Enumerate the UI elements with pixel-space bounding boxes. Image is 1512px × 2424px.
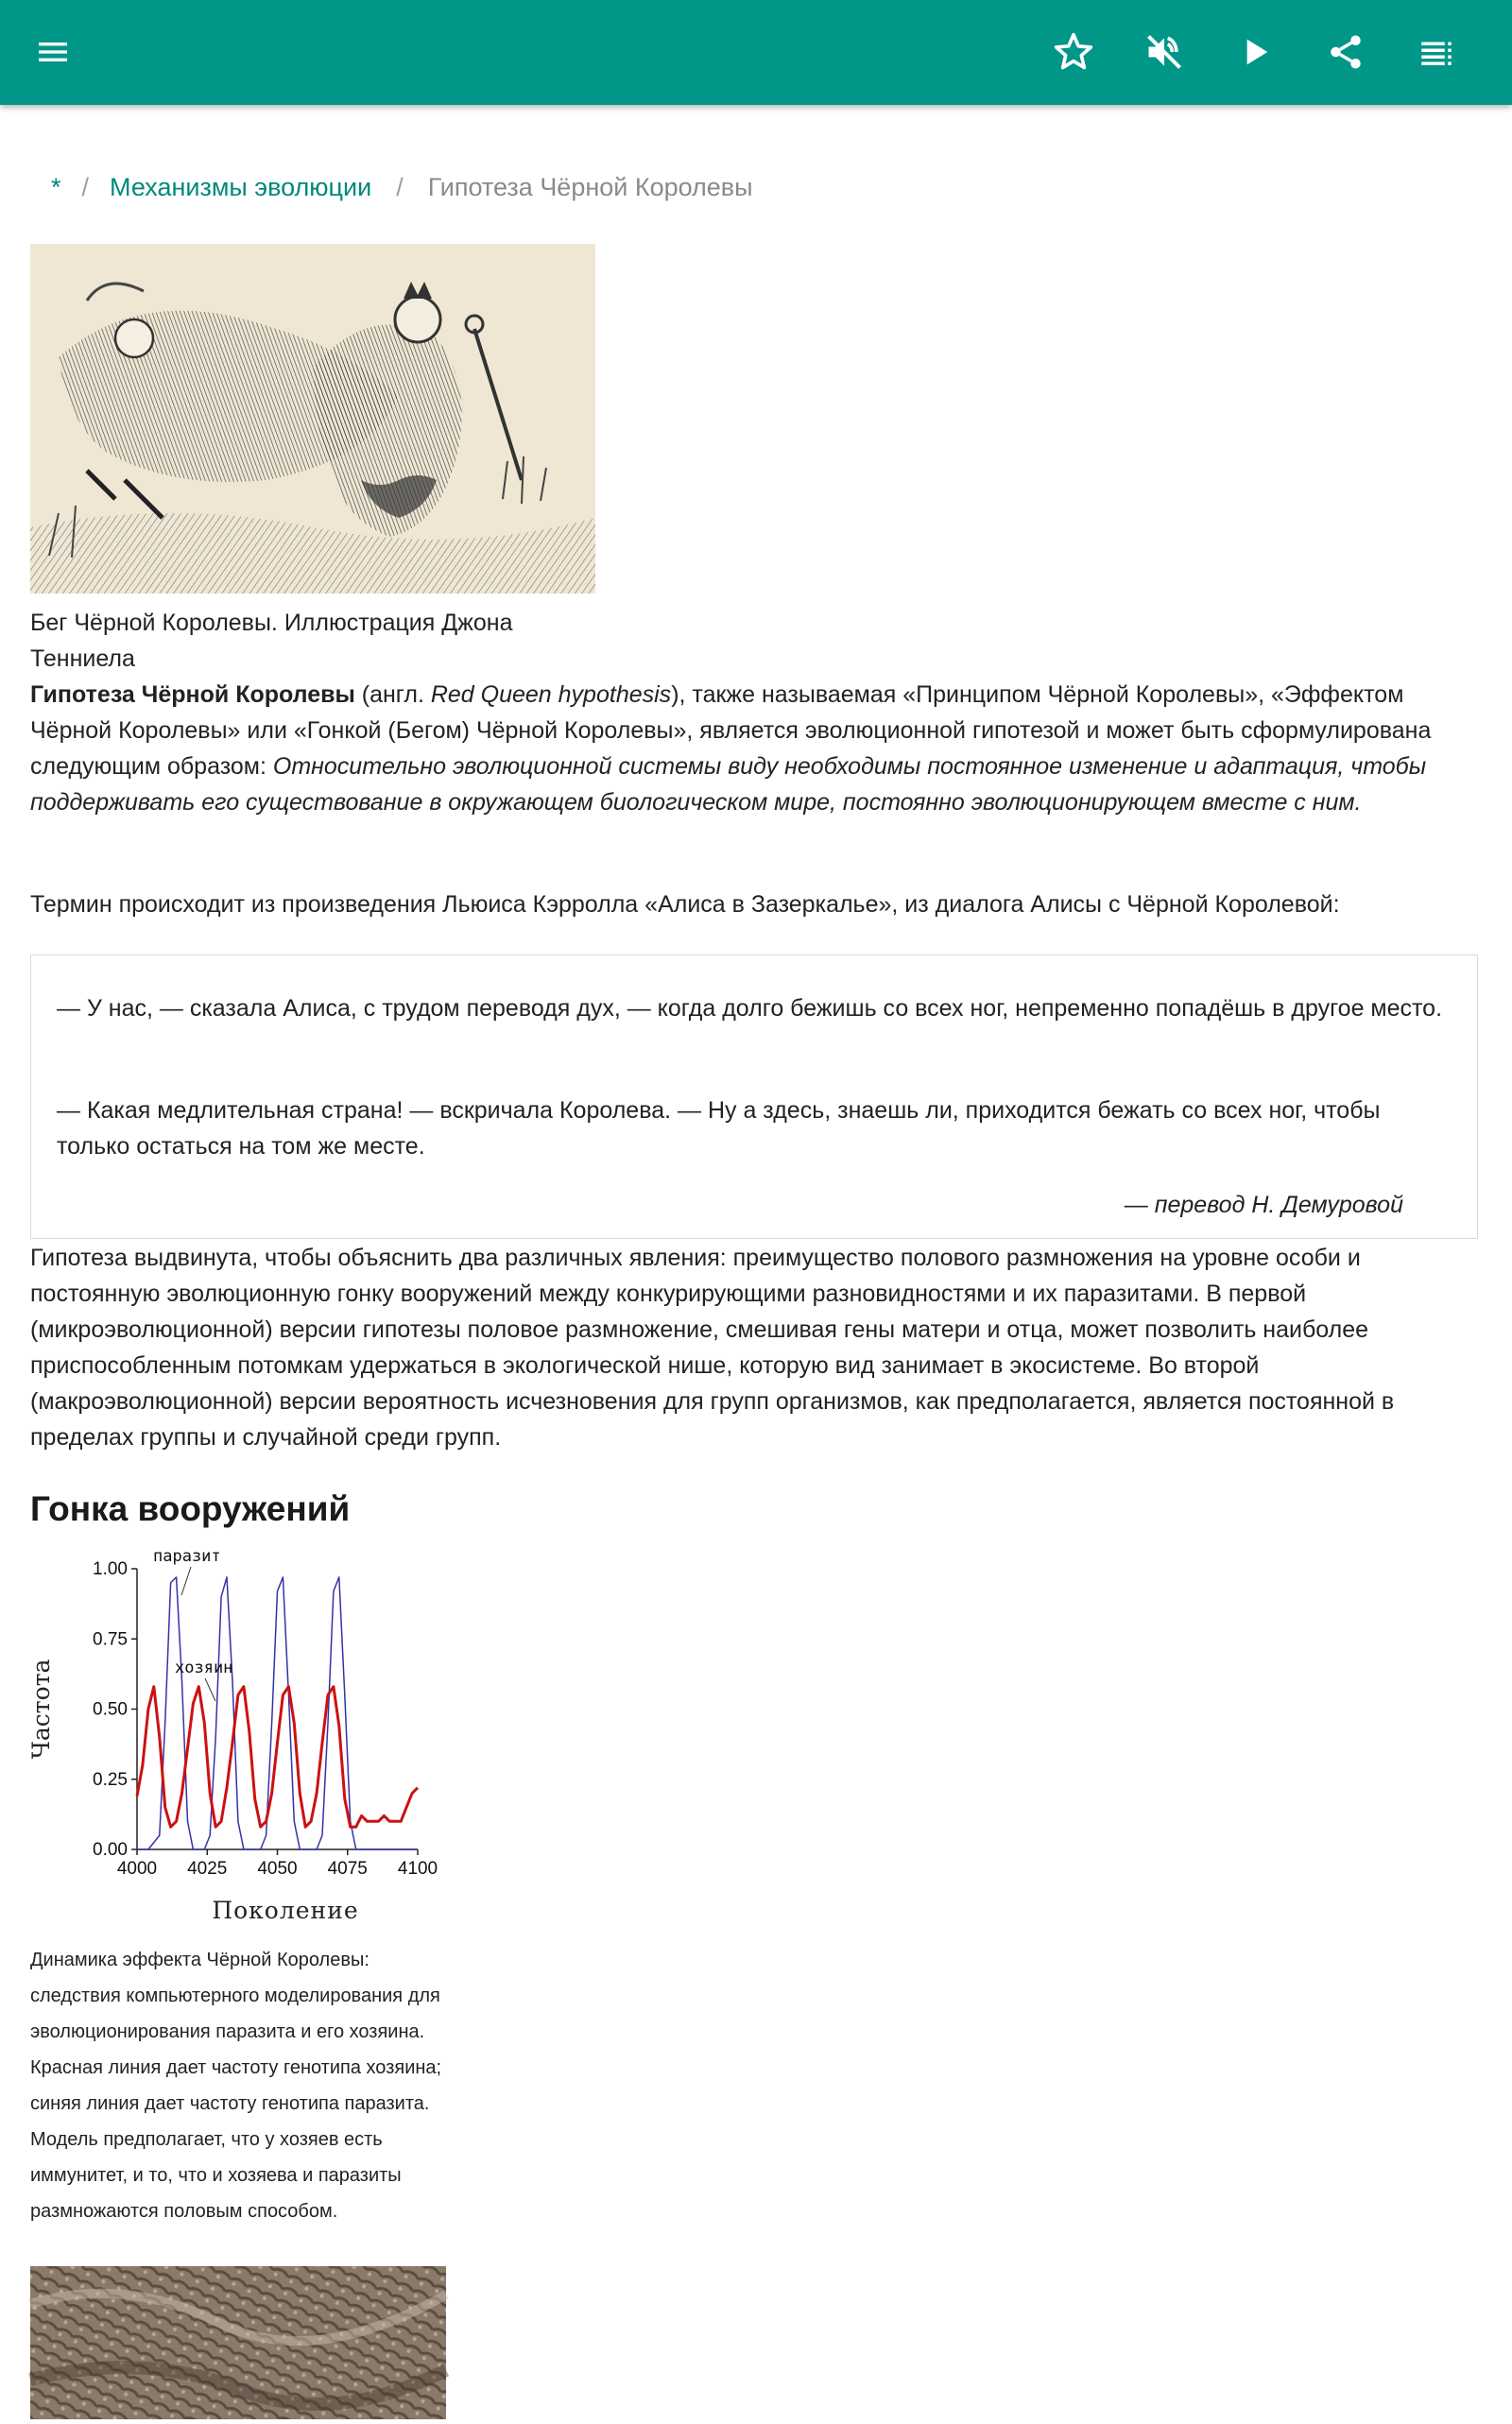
playlist-icon [1417,32,1456,72]
contents-button[interactable] [1406,22,1467,82]
x-tick-label: 4075 [327,1859,368,1879]
red-queen-chart[interactable] [27,1540,455,1928]
x-tick-label: 4100 [397,1859,438,1879]
app-bar [0,0,1512,105]
explanation-paragraph: Гипотеза выдвинута, чтобы объяснить два различных явления: преимущество полового размножения на уровне особи и постоянную эволюционную гонку вооружений между конкурирующими разновидностями и их паразитами. В первой (микроэволюционной) версии гипотезы половое размножение, смешивая гены матери и отца, может позволить наиболее приспособленным потомкам удержаться в экологической нише, которую вид занимает в экосистеме. Во второй (макроэволюционной) версии вероятность исчезновения для групп организмов, как предполагается, является постоянной в пределах группы и случайной среди групп. [30,1245,1395,1451]
volume-off-icon [1143,31,1185,73]
annotation-parasite-pointer [181,1567,191,1595]
share-icon [1326,32,1366,72]
bottom-photo[interactable] [30,2266,446,2419]
breadcrumb-current: Гипотеза Чёрной Королевы [427,172,753,201]
annotation-host: хозяин [175,1659,233,1677]
breadcrumb-separator: / [81,172,90,201]
favorite-button[interactable] [1043,22,1104,82]
illustration-caption: Бег Чёрной Королевы. Иллюстрация Джона Тенниела [30,610,513,672]
x-tick-label: 4050 [257,1859,298,1879]
breadcrumb [0,168,753,206]
x-tick-label: 4000 [116,1859,158,1879]
host-series-line [137,1687,418,1828]
star-outline-icon [1053,31,1094,73]
breadcrumb-parent-link[interactable]: Механизмы эволюции [110,172,372,201]
x-tick-label: 4025 [187,1859,228,1879]
menu-icon [34,33,72,71]
mute-button[interactable] [1134,22,1194,82]
y-tick-label: 0.50 [93,1699,128,1720]
play-button[interactable] [1225,22,1285,82]
breadcrumb-root-link[interactable]: * [51,172,61,201]
term-bold: Гипотеза Чёрной Королевы [30,681,355,708]
intro-text-1: (англ. [354,681,431,708]
annotation-parasite: паразит [153,1547,221,1566]
y-tick-label: 0.25 [93,1769,128,1790]
english-term: Red Queen hypothesis [430,681,672,708]
play-icon [1236,33,1274,71]
y-tick-label: 0.75 [93,1629,128,1650]
red-queen-illustration[interactable] [30,244,595,593]
share-button[interactable] [1315,22,1376,82]
annotation-host-pointer [205,1678,215,1701]
y-axis-label: Частота [27,1659,55,1760]
chart-svg [27,1540,455,1928]
y-tick-label: 0.00 [93,1840,128,1860]
y-tick-label: 1.00 [93,1559,128,1579]
x-axis-label: Поколение [212,1897,359,1924]
origin-paragraph: Термин происходит из произведения Льюиса Кэрролла «Алиса в Зазеркалье», из диалога Алисы с Чёрной Королевой: [30,891,1340,918]
definition-italic: Относительно эволюционной системы виду необходимы постоянное изменение и адаптация, чтобы поддерживать его существование в окружающем биологическом мире, постоянно эволюционирующем вместе с ним. [30,753,1427,816]
section-heading: Гонка вооружений [30,1489,351,1528]
intro-text-2: ), также называемая «Принципом Чёрной Королевы», «Эффектом Чёрной Королевы» или «Гонкой (Бегом) Чёрной Королевы», является эволюционной гипотезой и может быть сформулирована следующим образом: [30,681,1432,780]
quote-line-alice: — У нас, — сказала Алиса, с трудом переводя дух, — когда долго бежишь со всех ног, непременно попадёшь в другое место. [57,995,1443,1022]
breadcrumb-separator: / [396,172,404,201]
menu-button[interactable] [23,22,83,82]
chart-caption: Динамика эффекта Чёрной Королевы: следствия компьютерного моделирования для эволюционирования паразита и его хозяина. Красная линия дает частоту генотипа хозяина; синяя линия дает частоту генотипа паразита. Модель предполагает, что у хозяев есть иммунитет, и то, что и хозяева и паразиты размножаются половым способом. [30,1950,442,2222]
blockquote [30,954,1478,1239]
intro-paragraph [30,677,1482,820]
quote-line-queen: — Какая медлительная страна! — вскричала Королева. — Ну а здесь, знаешь ли, приходится бежать со всех ног, чтобы только остаться на том же месте. [57,1097,1381,1160]
quote-attribution: — перевод Н. Демуровой [1124,1192,1403,1218]
